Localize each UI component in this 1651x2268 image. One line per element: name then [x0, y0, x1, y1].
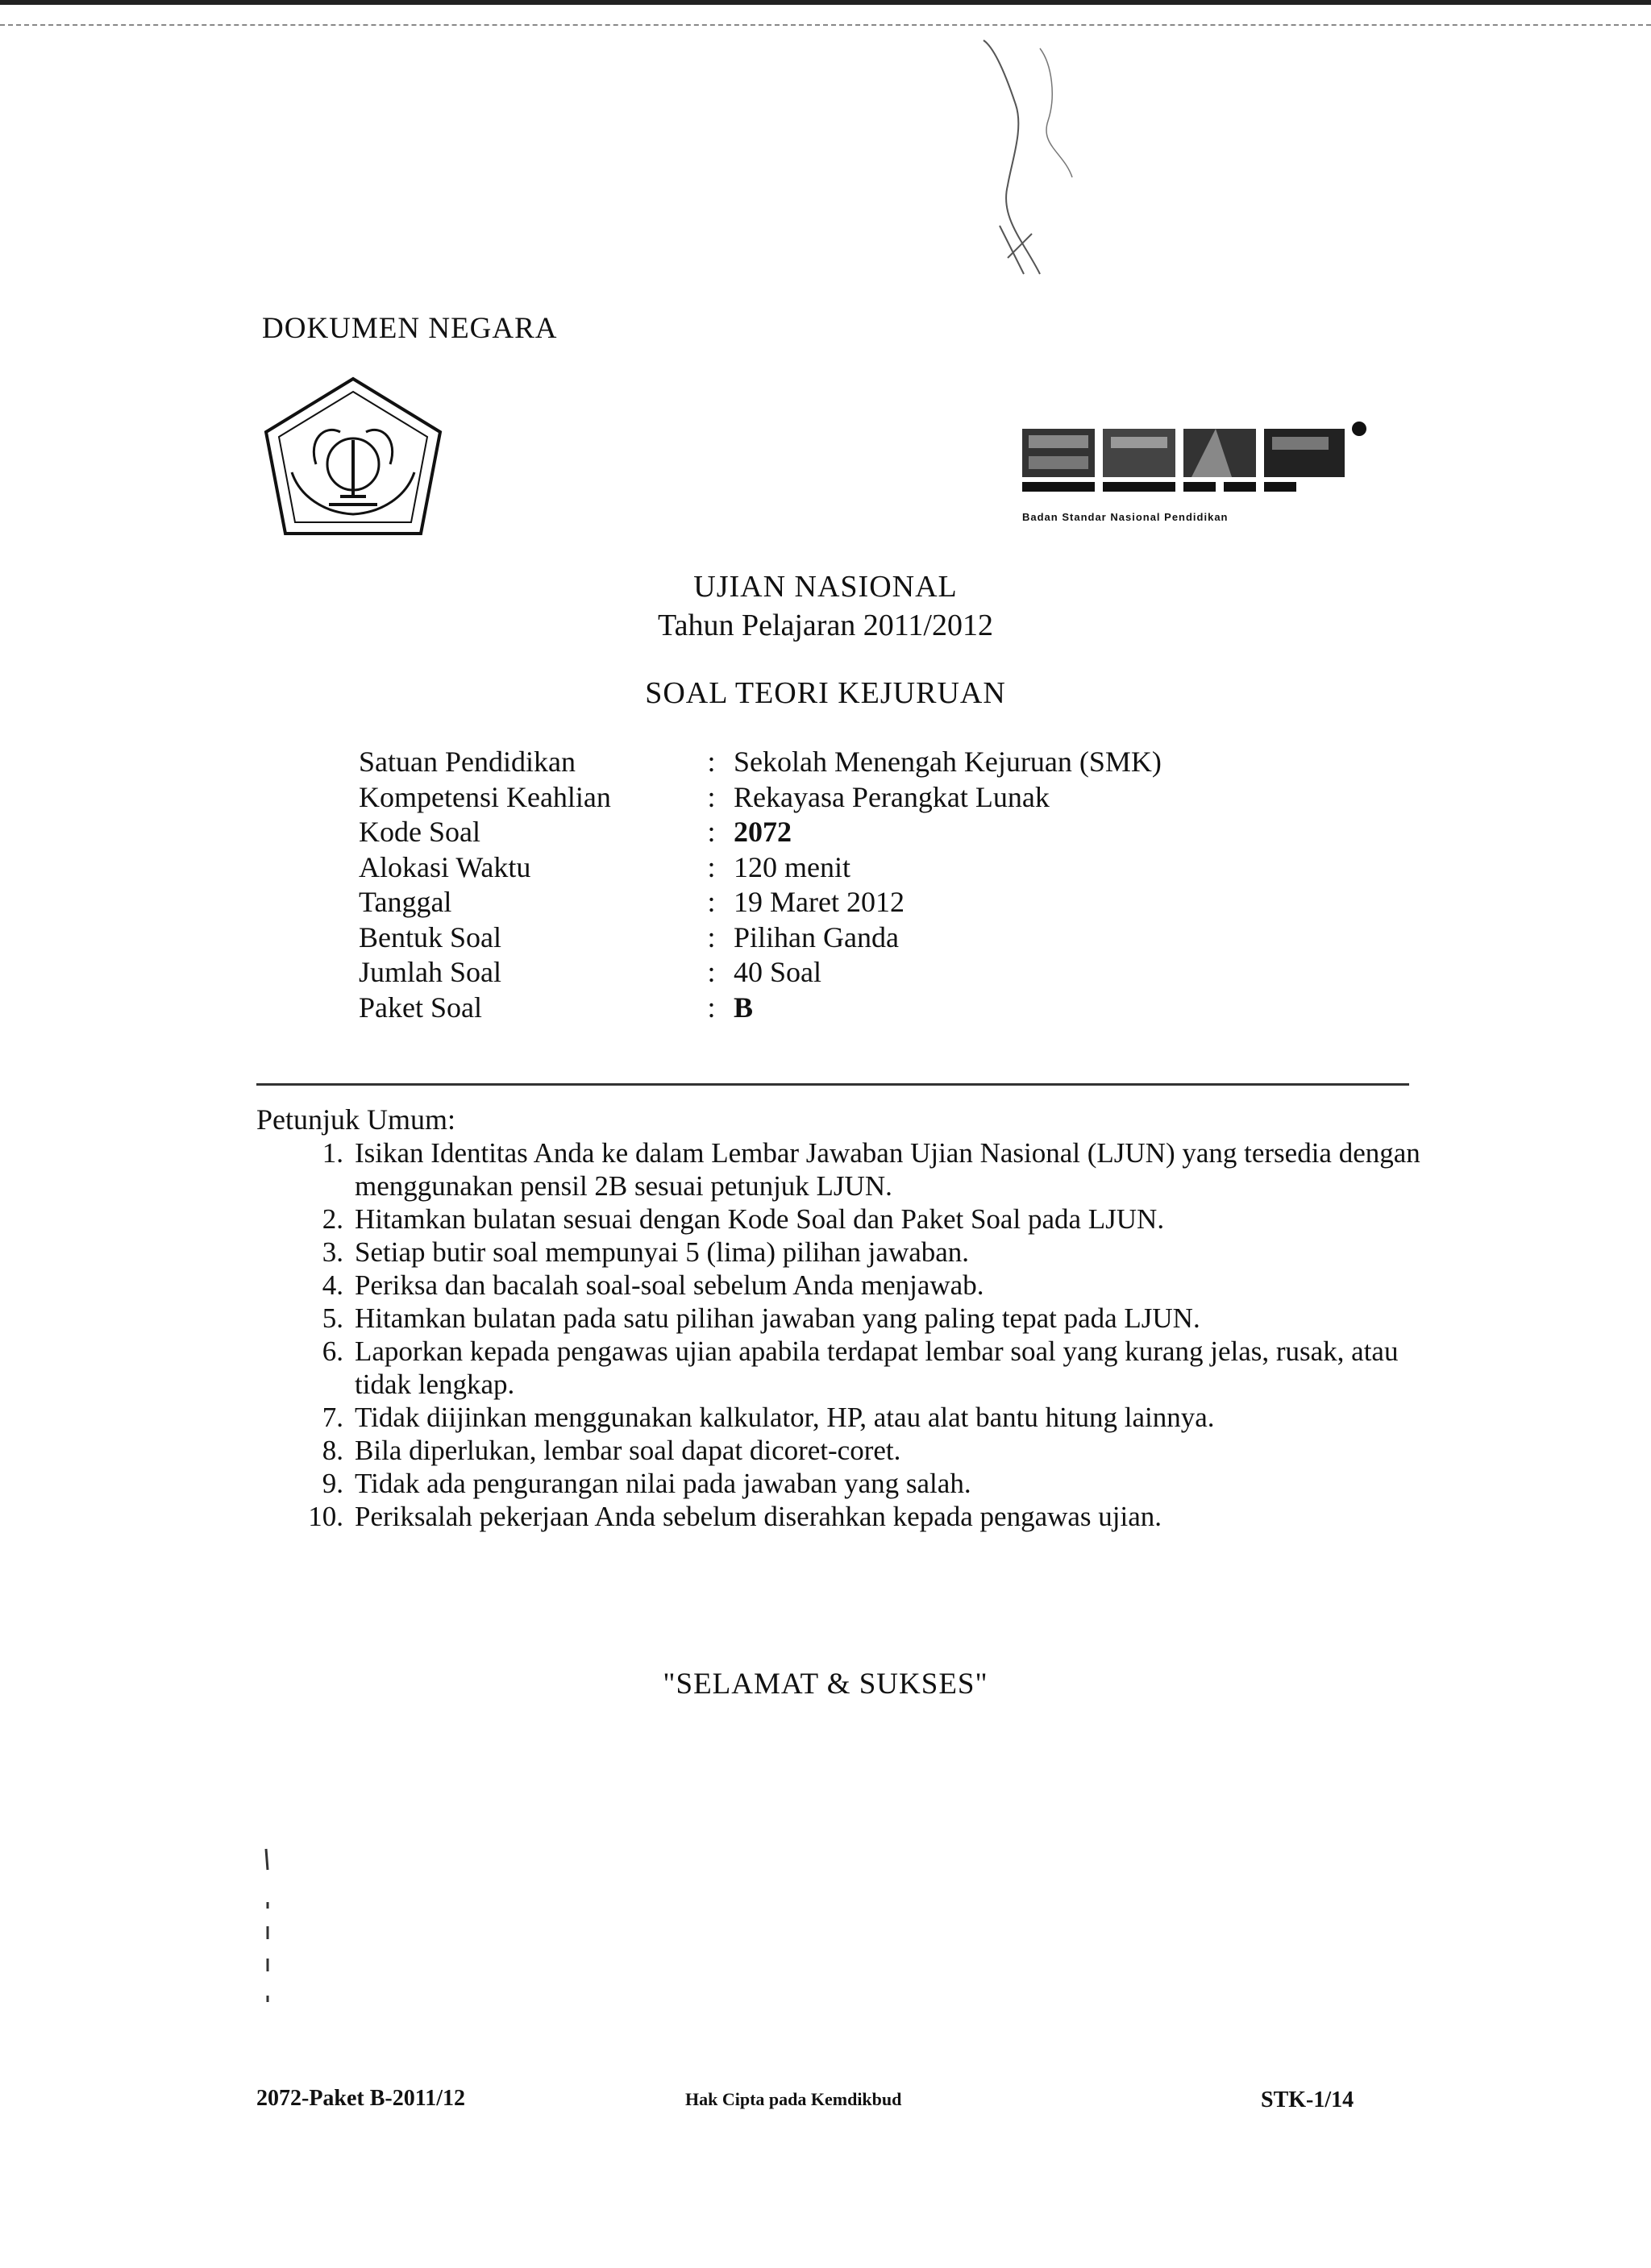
info-row — [359, 815, 1162, 850]
instruction-number: 4. — [322, 1269, 343, 1301]
instruction-number: 6. — [322, 1335, 343, 1367]
info-row — [359, 885, 1162, 920]
instruction-text: Setiap butir soal mempunyai 5 (lima) pilihan jawaban. — [355, 1236, 970, 1268]
scan-dashed-line — [0, 24, 1651, 26]
section-divider — [256, 1083, 1409, 1086]
instruction-number: 5. — [322, 1302, 343, 1334]
info-row — [359, 955, 1162, 991]
info-colon: : — [707, 920, 716, 953]
instruction-number: 1. — [322, 1137, 343, 1169]
info-label: Tanggal — [359, 886, 452, 918]
instruction-item — [295, 1136, 1424, 1203]
info-value: B — [734, 991, 754, 1024]
document-classification: DOKUMEN NEGARA — [262, 312, 558, 345]
info-value: 120 menit — [734, 850, 850, 883]
instructions-title: Petunjuk Umum: — [256, 1103, 456, 1136]
instruction-number: 2. — [322, 1203, 343, 1235]
info-colon: : — [707, 956, 716, 988]
instruction-text: Hitamkan bulatan sesuai dengan Kode Soal dan Paket Soal pada LJUN. — [355, 1203, 1165, 1235]
instruction-item — [295, 1467, 1424, 1500]
info-label: Kompetensi Keahlian — [359, 780, 611, 813]
handwritten-scribble — [919, 32, 1096, 298]
info-colon: : — [707, 816, 716, 848]
info-value: Sekolah Menengah Kejuruan (SMK) — [734, 746, 1162, 778]
info-label: Jumlah Soal — [359, 956, 501, 988]
instruction-text: Periksa dan bacalah soal-soal sebelum Anda menjawab. — [355, 1269, 984, 1301]
instruction-text: Laporkan kepada pengawas ujian apabila terdapat lembar soal yang kurang jelas, rusak, atau tidak lengkap. — [355, 1335, 1399, 1400]
info-colon: : — [707, 991, 716, 1024]
instructions-list — [295, 1136, 1424, 1533]
info-label: Kode Soal — [359, 816, 480, 848]
instruction-number: 9. — [322, 1468, 343, 1499]
info-label: Alokasi Waktu — [359, 850, 531, 883]
tut-wuri-handayani-emblem — [260, 376, 447, 542]
instruction-item — [295, 1236, 1424, 1269]
bsnp-logo-mark — [1022, 417, 1369, 502]
info-value: Pilihan Ganda — [734, 920, 899, 953]
instruction-text: Hitamkan bulatan pada satu pilihan jawaban yang paling tepat pada LJUN. — [355, 1302, 1200, 1334]
scan-marks — [260, 1846, 276, 2007]
info-value: 19 Maret 2012 — [734, 886, 905, 918]
instruction-number: 3. — [322, 1236, 343, 1268]
instruction-number: 10. — [308, 1501, 343, 1532]
instruction-text: Tidak ada pengurangan nilai pada jawaban yang salah. — [355, 1468, 971, 1499]
instruction-item — [295, 1302, 1424, 1335]
info-colon: : — [707, 780, 716, 813]
exam-subject: SOAL TEORI KEJURUAN — [645, 676, 1006, 710]
exam-year: Tahun Pelajaran 2011/2012 — [658, 609, 993, 642]
instruction-item — [295, 1269, 1424, 1302]
footer-paper-code: 2072-Paket B-2011/12 — [256, 2086, 465, 2111]
bsnp-logo — [1022, 417, 1369, 522]
info-value: 2072 — [734, 816, 792, 848]
bsnp-tagline: Badan Standar Nasional Pendidikan — [1022, 511, 1229, 523]
instruction-item — [295, 1203, 1424, 1236]
info-value: 40 Soal — [734, 956, 822, 988]
info-label: Paket Soal — [359, 991, 482, 1024]
instruction-text: Bila diperlukan, lembar soal dapat dicoret-coret. — [355, 1435, 901, 1466]
footer-copyright: Hak Cipta pada Kemdikbud — [685, 2089, 902, 2109]
info-row — [359, 780, 1162, 816]
exam-info-table — [359, 745, 1162, 1025]
closing-greeting: "SELAMAT & SUKSES" — [663, 1668, 988, 1701]
instruction-number: 7. — [322, 1402, 343, 1433]
info-row — [359, 745, 1162, 780]
instruction-item — [295, 1335, 1424, 1401]
instruction-item — [295, 1500, 1424, 1533]
info-row — [359, 991, 1162, 1026]
info-colon: : — [707, 886, 716, 918]
info-label: Satuan Pendidikan — [359, 746, 576, 778]
instruction-item — [295, 1434, 1424, 1467]
info-row — [359, 850, 1162, 886]
instruction-text: Isikan Identitas Anda ke dalam Lembar Jawaban Ujian Nasional (LJUN) yang tersedia dengan menggunakan pensil 2B sesuai petunjuk LJUN. — [355, 1137, 1420, 1202]
instruction-item — [295, 1401, 1424, 1434]
scan-edge — [0, 0, 1651, 5]
info-value: Rekayasa Perangkat Lunak — [734, 780, 1050, 813]
footer-page-code: STK-1/14 — [1261, 2087, 1354, 2112]
info-colon: : — [707, 850, 716, 883]
info-label: Bentuk Soal — [359, 920, 501, 953]
exam-title: UJIAN NASIONAL — [693, 570, 958, 604]
info-colon: : — [707, 746, 716, 778]
instruction-text: Tidak diijinkan menggunakan kalkulator, HP, atau alat bantu hitung lainnya. — [355, 1402, 1215, 1433]
info-row — [359, 920, 1162, 956]
instruction-number: 8. — [322, 1435, 343, 1466]
instruction-text: Periksalah pekerjaan Anda sebelum diserahkan kepada pengawas ujian. — [355, 1501, 1162, 1532]
